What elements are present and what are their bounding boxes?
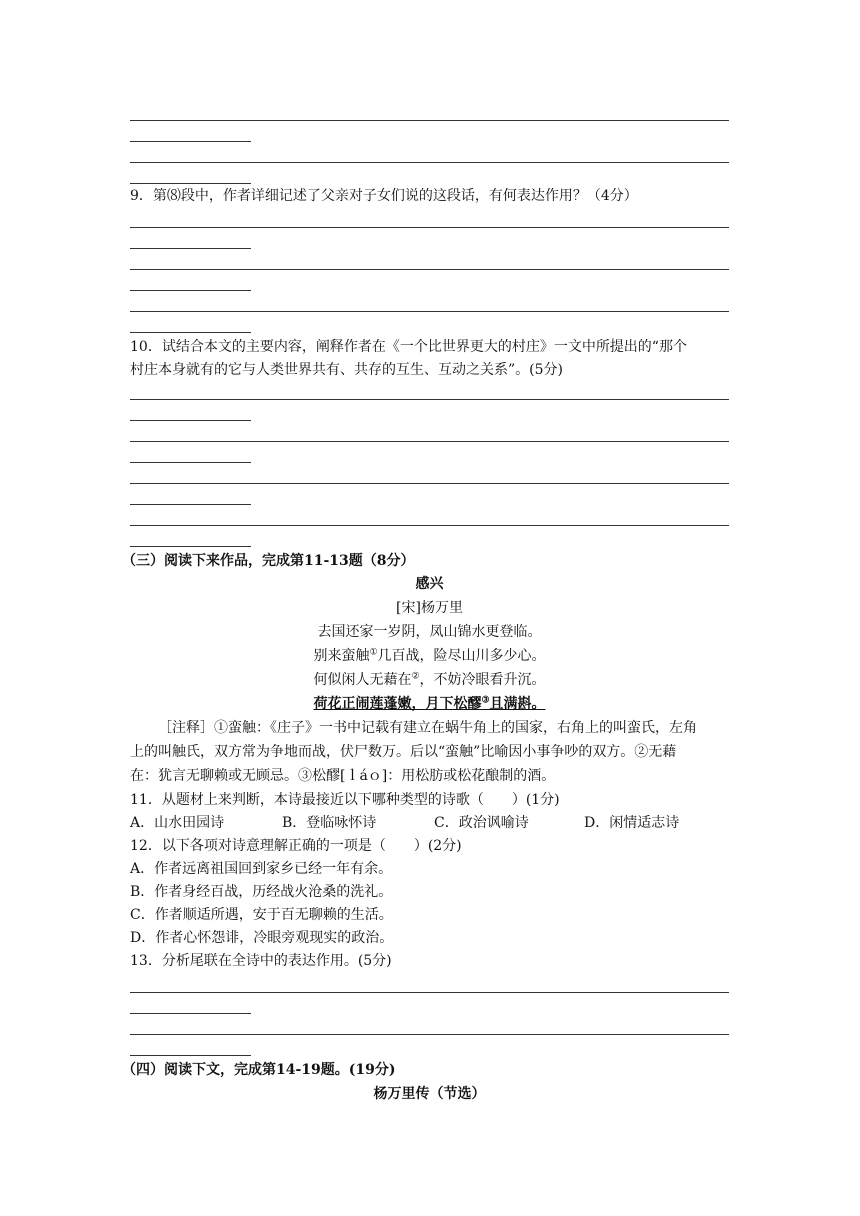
- section-3-heading: （三）阅读下来作品，完成第11-13题（8分）: [122, 553, 415, 569]
- article-title: 杨万里传（节选）: [373, 1086, 486, 1102]
- answer-line: [130, 399, 729, 400]
- poem-author: [宋]杨万里: [396, 600, 463, 616]
- answer-line: [130, 290, 251, 291]
- answer-line: [130, 483, 729, 484]
- q11-option-a: A．山水田园诗: [130, 815, 225, 831]
- question-13: 13．分析尾联在全诗中的表达作用。(5分): [130, 953, 392, 969]
- poem-notes-line-2: 上的叫触氏，双方常为争地而战，伏尸数万。后以“蛮触”比喻因小事争吵的双方。②无藉: [130, 744, 677, 760]
- answer-line: [130, 546, 251, 547]
- answer-line: [130, 504, 251, 505]
- answer-line: [130, 332, 251, 333]
- answer-line: [130, 992, 729, 993]
- question-9: 9．第⑻段中，作者详细记述了父亲对子女们说的这段话，有何表达作用？（4分）: [130, 188, 638, 204]
- section-4-heading: （四）阅读下文，完成第14-19题。(19分): [122, 1062, 396, 1078]
- poem-line-3: 何似闲人无藉在②，不妨冷眼看升沉。: [313, 671, 546, 688]
- answer-line: [130, 269, 729, 270]
- answer-line: [130, 462, 251, 463]
- answer-line: [130, 248, 251, 249]
- q12-option-a: A．作者远离祖国回到家乡已经一年有余。: [130, 861, 393, 877]
- answer-line: [130, 1055, 251, 1056]
- question-11: 11．从题材上来判断，本诗最接近以下哪种类型的诗歌（ ）(1分): [130, 792, 560, 808]
- answer-line: [130, 120, 729, 121]
- poem-line-1: 去国还家一岁阴，凤山锦水更登临。: [317, 624, 542, 640]
- poem-notes-line-3: 在：犹言无聊赖或无顾忌。③松醪[ｌáｏ]：用松肪或松花酿制的酒。: [130, 768, 556, 784]
- answer-line: [130, 311, 729, 312]
- q12-option-b: B．作者身经百战，历经战火沧桑的洗礼。: [130, 884, 393, 900]
- answer-line: [130, 162, 729, 163]
- poem-title: 感兴: [415, 576, 444, 592]
- q11-option-c: C．政治讽喻诗: [434, 815, 529, 831]
- q11-option-b: B．登临咏怀诗: [282, 815, 377, 831]
- question-10-line1: 10．试结合本文的主要内容，阐释作者在《一个比世界更大的村庄》一文中所提出的“那个: [130, 339, 687, 355]
- q11-option-d: D．闲情适志诗: [584, 815, 680, 831]
- poem-line-2: 别来蛮触①几百战，险尽山川多少心。: [313, 647, 546, 664]
- poem-line-4: 荷花正闹莲蓬嫩，月下松醪③且满斟。: [313, 695, 546, 712]
- question-12: 12．以下各项对诗意理解正确的一项是（ ）(2分): [130, 838, 462, 854]
- answer-line: [130, 183, 251, 184]
- answer-line: [130, 227, 729, 228]
- answer-line: [130, 141, 251, 142]
- answer-line: [130, 525, 729, 526]
- q12-option-d: D．作者心怀怨诽，冷眼旁观现实的政治。: [130, 930, 394, 946]
- question-10-line2: 村庄本身就有的它与人类世界共有、共存的互生、互动之关系”。(5分): [130, 362, 563, 378]
- q12-option-c: C．作者顺适所遇，安于百无聊赖的生活。: [130, 907, 393, 923]
- answer-line: [130, 420, 251, 421]
- answer-line: [130, 1034, 729, 1035]
- answer-line: [130, 1013, 251, 1014]
- answer-line: [130, 441, 729, 442]
- poem-notes-line-1: ［注释］①蛮触：《庄子》一书中记载有建立在蜗牛角上的国家，右角上的叫蛮氏，左角: [158, 720, 697, 736]
